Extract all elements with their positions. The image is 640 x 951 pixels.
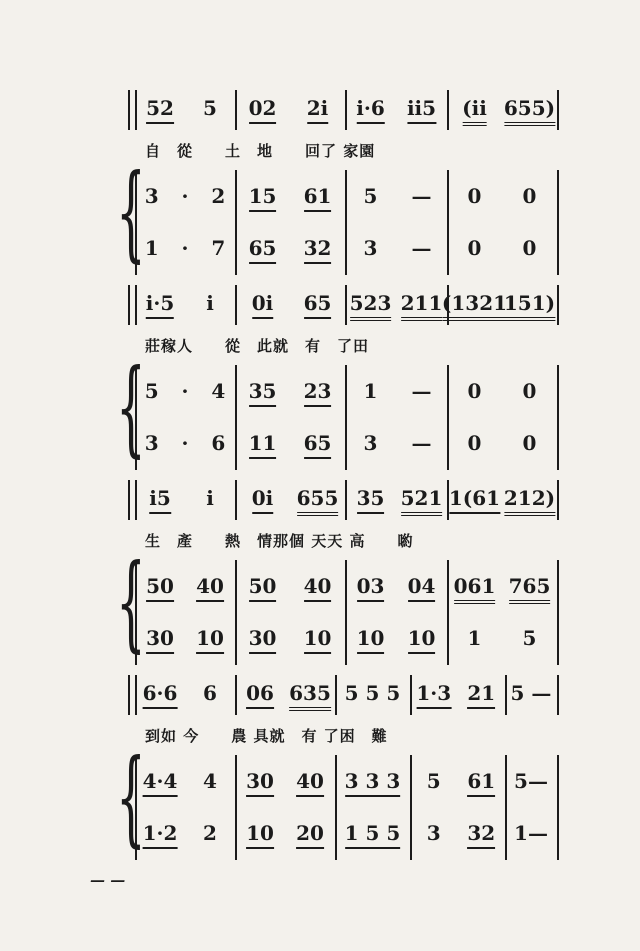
note-melody: 151) [504, 289, 555, 321]
note-upper: 0 [467, 184, 482, 208]
lower-row [0, 425, 640, 465]
upper-row [0, 373, 640, 413]
note-upper: 5— [514, 769, 548, 793]
note-melody: 5 [203, 96, 217, 120]
note-lower: 3 [363, 431, 378, 455]
note-lower: 3 [363, 236, 378, 260]
lyrics-line: 生 產 熱 情那個 天天 高 喲 [145, 532, 414, 550]
melody-row [0, 285, 640, 325]
page-number: — — [90, 871, 126, 889]
note-upper: · [181, 379, 189, 403]
brace-glyph: { [116, 736, 146, 858]
lyrics-line: 到如 今 農 具就 有 了困 難 [145, 727, 388, 745]
note-melody: 02 [249, 94, 277, 124]
note-lower: 3 [426, 821, 441, 845]
lower-row [0, 620, 640, 660]
note-lower: 32 [304, 234, 332, 264]
melody-row [0, 480, 640, 520]
note-melody: 1(61 [449, 484, 500, 514]
note-lower: 0 [522, 236, 537, 260]
note-upper: 4 [203, 769, 217, 793]
note-upper: 35 [249, 377, 277, 407]
note-lower: 6 [211, 431, 226, 455]
note-lower: 30 [146, 624, 174, 654]
note-melody: 635 [289, 679, 331, 711]
upper-row [0, 763, 640, 803]
note-upper: 50 [146, 572, 174, 602]
note-upper: 5 [144, 379, 159, 403]
lyrics-line: 自 從 土 地 回了 家園 [145, 142, 376, 160]
note-melody: 523 [350, 289, 392, 321]
note-lower: 65 [304, 429, 332, 459]
upper-row [0, 568, 640, 608]
upper-row [0, 178, 640, 218]
lower-row [0, 815, 640, 855]
note-lower: 1 [467, 626, 482, 650]
note-melody: 521 [401, 484, 443, 516]
note-melody: 0i [252, 289, 274, 319]
note-upper: 4 [211, 379, 226, 403]
score-system [0, 90, 640, 275]
note-lower: 10 [246, 819, 274, 849]
note-upper: 1 [363, 379, 378, 403]
note-melody: i·6 [356, 94, 384, 124]
note-upper: — [411, 379, 432, 403]
note-melody: (ii [462, 94, 487, 126]
note-melody: i [206, 486, 214, 510]
note-melody: 655) [504, 94, 555, 126]
note-upper: — [411, 184, 432, 208]
note-melody: 6 [203, 681, 217, 705]
note-melody: i5 [149, 484, 171, 514]
note-lower: 11 [249, 429, 277, 459]
note-melody: 212) [504, 484, 555, 516]
note-lower: 32 [467, 819, 495, 849]
note-melody: 52 [146, 94, 174, 124]
brace-glyph: { [116, 346, 146, 468]
note-upper: 61 [304, 182, 332, 212]
note-lower: — [411, 236, 432, 260]
note-lower: 2 [203, 821, 217, 845]
note-melody: i [206, 291, 214, 315]
note-upper: 50 [249, 572, 277, 602]
note-melody: i·5 [146, 289, 174, 319]
note-lower: 10 [357, 624, 385, 654]
note-upper: 3 [144, 184, 159, 208]
note-melody: ii5 [407, 94, 436, 124]
note-lower: 3 [144, 431, 159, 455]
note-upper: · [181, 184, 189, 208]
note-melody: 5 — [510, 681, 552, 705]
note-upper: 4·4 [143, 767, 178, 797]
note-lower: 5 [522, 626, 537, 650]
note-upper: 40 [196, 572, 224, 602]
note-upper: 061 [454, 572, 496, 604]
note-melody: 21 [467, 679, 495, 709]
note-upper: 2 [211, 184, 226, 208]
note-lower: 1 5 5 [345, 819, 401, 849]
note-upper: 0 [467, 379, 482, 403]
note-lower: 1 [144, 236, 159, 260]
note-melody: 0i [252, 484, 274, 514]
note-melody: 2i [307, 94, 329, 124]
note-lower: 0 [467, 431, 482, 455]
note-upper: 3 3 3 [345, 767, 401, 797]
note-upper: 04 [408, 572, 436, 602]
note-upper: 5 [363, 184, 378, 208]
note-melody: 211 [401, 289, 443, 321]
note-melody: 1·3 [416, 679, 451, 709]
note-melody: (1321 [442, 289, 507, 321]
lyrics-line: 莊稼人 從 此就 有 了田 [145, 337, 370, 355]
note-lower: · [181, 431, 189, 455]
note-lower: 20 [296, 819, 324, 849]
lower-row [0, 230, 640, 270]
note-upper: 5 [426, 769, 441, 793]
note-upper: 15 [249, 182, 277, 212]
note-lower: 10 [196, 624, 224, 654]
note-upper: 0 [522, 379, 537, 403]
note-lower: 10 [408, 624, 436, 654]
score-system [0, 480, 640, 665]
score-system [0, 285, 640, 470]
note-lower: — [411, 431, 432, 455]
note-melody: 5 5 5 [344, 681, 401, 705]
note-melody: 6·6 [143, 679, 178, 709]
note-upper: 765 [509, 572, 551, 604]
note-lower: 65 [249, 234, 277, 264]
brace-glyph: { [116, 541, 146, 663]
note-lower: 1·2 [143, 819, 178, 849]
note-melody: 65 [304, 289, 332, 319]
note-lower: 10 [304, 624, 332, 654]
brace-glyph: { [116, 151, 146, 273]
note-upper: 40 [304, 572, 332, 602]
note-upper: 40 [296, 767, 324, 797]
melody-row [0, 675, 640, 715]
note-upper: 03 [357, 572, 385, 602]
note-lower: 1— [514, 821, 548, 845]
note-upper: 0 [522, 184, 537, 208]
melody-row [0, 90, 640, 130]
note-lower: 0 [522, 431, 537, 455]
note-lower: 0 [467, 236, 482, 260]
note-lower: 7 [211, 236, 226, 260]
note-melody: 655 [297, 484, 339, 516]
note-upper: 23 [304, 377, 332, 407]
note-upper: 30 [246, 767, 274, 797]
note-upper: 61 [467, 767, 495, 797]
note-lower: · [181, 236, 189, 260]
note-lower: 30 [249, 624, 277, 654]
note-melody: 35 [357, 484, 385, 514]
score-system [0, 675, 640, 860]
note-melody: 06 [246, 679, 274, 709]
